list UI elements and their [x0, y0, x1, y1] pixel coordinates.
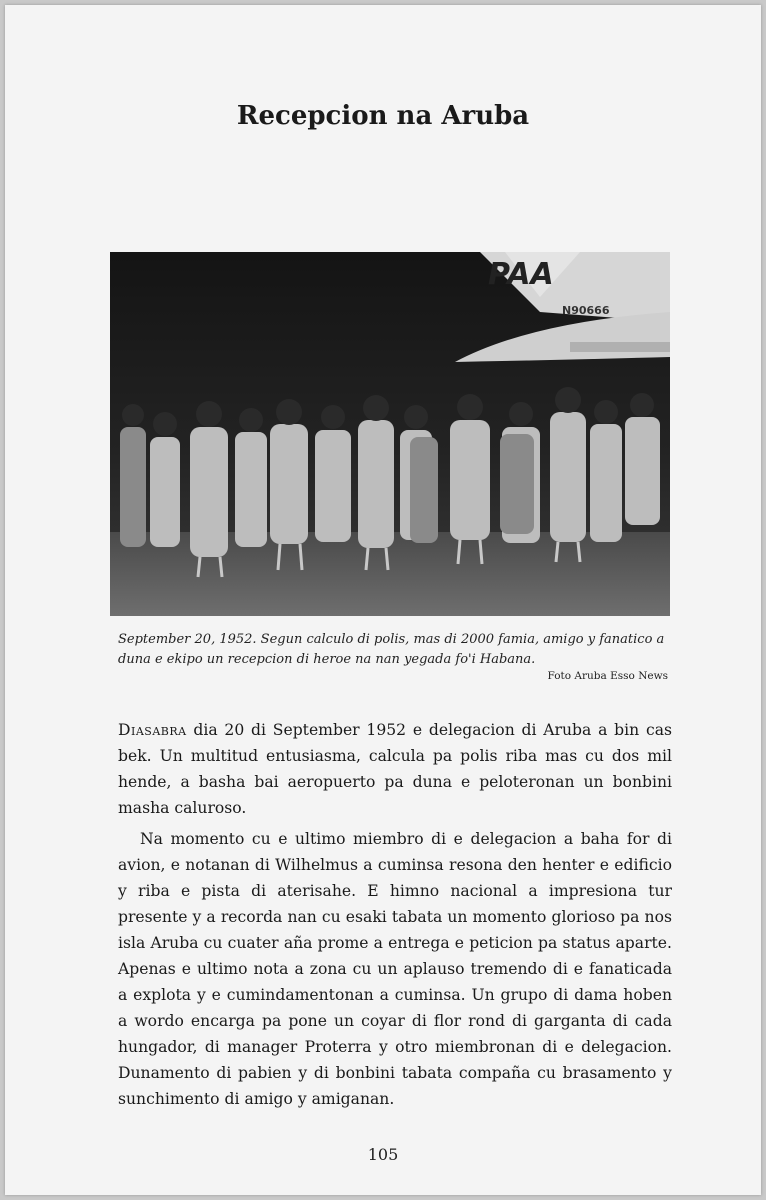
- page-number: 105: [367, 1145, 399, 1164]
- paragraph-1-text: dia 20 di September 1952 e delegacion di Aruba a bin cas bek. Un multitud entusiasma, calcula pa polis riba mas cu dos mil hende, a basha bai aeropuerto pa duna e peloteronan un bonbini masha caluroso.: [118, 721, 672, 817]
- tail-lettering: PAA: [488, 257, 554, 292]
- photo-caption: September 20, 1952. Segun calculo di polis, mas di 2000 famia, amigo y fanatico a duna e ekipo un recepcion di heroe na nan yegada fo'i Habana.: [118, 632, 665, 667]
- book-page: [5, 5, 761, 1195]
- paragraph-1: [118, 717, 672, 821]
- airport-reception-photo: [110, 252, 670, 616]
- paragraph-2: Na momento cu e ultimo miembro di e delegacion a baha for di avion, e notanan di Wilhelmus a cuminsa resona den henter e edificio y riba e pista di aterisahe. E himno nacional a impresiona tur presente y a recorda nan cu esaki tabata un momento glorioso pa nos isla Aruba cu cuater aña prome a entrega e peticion pa status aparte. Apenas e ultimo nota a zona cu un aplauso tremendo di e fanaticada a explota y e cumindamentonan a cuminsa. Un grupo di dama hoben a wordo encarga pa pone un coyar di flor rond di garganta di cada hungador, di manager Proterra y otro miembronan di e delegacion. Dunamento di pabien y di bonbini tabata compaña cu brasamento y sunchimento di amigo y amiganan.: [118, 830, 672, 1108]
- page-title: Recepcion na Aruba: [236, 101, 530, 131]
- opening-word: Diasabra: [118, 721, 187, 739]
- article-body: [118, 717, 672, 1112]
- aircraft-registration: N90666: [562, 304, 610, 317]
- photo-credit: Foto Aruba Esso News: [547, 670, 668, 682]
